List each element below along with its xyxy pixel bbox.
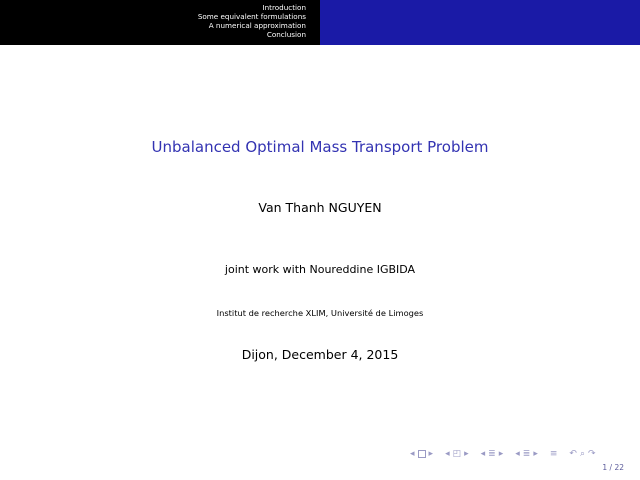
undo-icon[interactable]: ↶	[569, 449, 577, 459]
header-right-panel	[320, 0, 640, 45]
arrow-left-icon[interactable]: ◂	[445, 449, 450, 459]
align-icon[interactable]: ≡	[549, 449, 558, 459]
redo-icon[interactable]: ↷	[588, 449, 596, 459]
nav-item-conclusion[interactable]: Conclusion	[266, 30, 306, 39]
header-bar	[0, 0, 640, 45]
arrow-right-icon[interactable]: ▸	[428, 449, 434, 459]
arrow-left-icon[interactable]: ◂	[410, 449, 415, 459]
slide-title: Unbalanced Optimal Mass Transport Problem	[151, 138, 489, 156]
section-navigation	[198, 3, 306, 39]
section-icon[interactable]: ≣	[488, 449, 496, 459]
nav-item-numerical-approximation[interactable]: A numerical approximation	[208, 21, 306, 30]
institute-line: Institut de recherche XLIM, Université de Limoges	[216, 308, 424, 318]
document-icon[interactable]: ≣	[522, 449, 531, 459]
arrow-right-icon[interactable]: ▸	[533, 449, 538, 459]
author-name: Van Thanh NGUYEN	[258, 200, 382, 215]
presentation-date: Dijon, December 4, 2015	[241, 347, 399, 362]
header-left-panel	[0, 0, 320, 45]
arrow-right-icon[interactable]: ▸	[498, 449, 504, 459]
nav-item-equivalent-formulations[interactable]: Some equivalent formulations	[197, 12, 306, 21]
page-number: 1 / 22	[602, 463, 624, 472]
beamer-navigation-symbols	[410, 447, 622, 461]
arrow-left-icon[interactable]: ◂	[515, 449, 520, 459]
arrow-left-icon[interactable]: ◂	[480, 449, 486, 459]
arrow-right-icon[interactable]: ▸	[464, 449, 469, 459]
search-icon[interactable]: ⌕	[579, 449, 585, 459]
subsection-icon[interactable]: ◰	[452, 449, 462, 459]
joint-work-line: joint work with Noureddine IGBIDA	[224, 263, 416, 276]
frame-icon[interactable]	[418, 450, 426, 458]
nav-item-introduction[interactable]: Introduction	[262, 3, 306, 12]
